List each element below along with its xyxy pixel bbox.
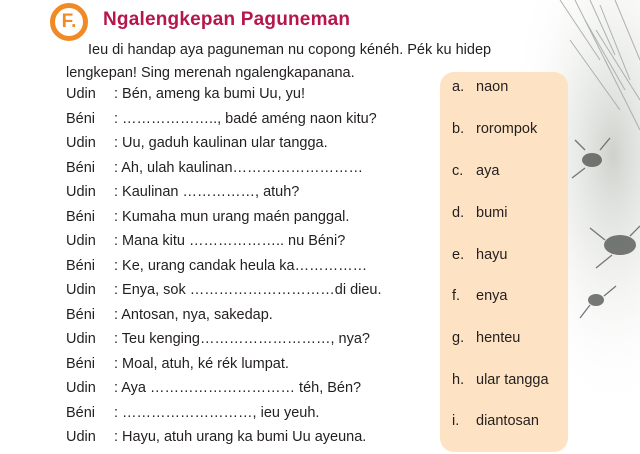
- option-e: [452, 247, 507, 263]
- dialog-line: : Ah, ulah kaulinan………………………: [114, 159, 364, 176]
- dialog-line: : Antosan, nya, sakedap.: [114, 306, 273, 323]
- option-word: ular tangga: [476, 372, 549, 388]
- dialog-list: [66, 86, 446, 454]
- speaker-name: Udin: [66, 282, 96, 298]
- dialog-line: : Teu kenging………………………, nya?: [114, 331, 370, 347]
- option-letter: b.: [452, 121, 465, 137]
- speaker-name: Béni: [66, 404, 96, 421]
- speaker-name: Udin: [66, 86, 96, 102]
- dialog-line: : Bén, ameng ka bumi Uu, yu!: [114, 86, 306, 102]
- option-g: [452, 330, 520, 346]
- dialog-line: : Ke, urang candak heula ka……………: [114, 257, 368, 274]
- speaker-name: Udin: [66, 135, 96, 151]
- dialog-line: : Hayu, atuh urang ka bumi Uu ayeuna.: [114, 429, 367, 445]
- dialog-row: [66, 307, 446, 332]
- dialog-line: : ………………………, ieu yeuh.: [114, 404, 320, 421]
- dialog-row: [66, 380, 446, 405]
- option-letter: e.: [452, 247, 465, 263]
- option-i: [452, 413, 539, 429]
- option-h: [452, 372, 549, 388]
- section-letter-badge: [50, 3, 88, 41]
- dialog-row: [66, 184, 446, 209]
- speaker-name: Udin: [66, 233, 96, 249]
- option-letter: i.: [452, 413, 460, 429]
- option-word: aya: [476, 163, 500, 179]
- dialog-row: [66, 429, 446, 454]
- speaker-name: Udin: [66, 380, 96, 396]
- speaker-name: Béni: [66, 355, 96, 372]
- option-word: enya: [476, 288, 508, 304]
- option-word: henteu: [476, 330, 521, 346]
- dialog-line: : Moal, atuh, ké rék lumpat.: [114, 355, 289, 372]
- dialog-row: [66, 356, 446, 381]
- option-a: [452, 79, 508, 95]
- dialog-row: [66, 209, 446, 234]
- speaker-name: Udin: [66, 429, 96, 445]
- option-c: [452, 163, 499, 179]
- instruction-line-1: Ieu di handap aya paguneman nu copong kénéh. Pék ku hidep: [88, 42, 492, 58]
- speaker-name: Béni: [66, 306, 96, 323]
- option-letter: d.: [452, 205, 465, 221]
- instruction-line-2: lengkepan! Sing merenah ngalengkapanana.: [66, 65, 355, 81]
- option-letter: h.: [452, 372, 465, 388]
- dialog-line: : Enya, sok …………………………di dieu.: [114, 282, 382, 298]
- dialog-row: [66, 86, 446, 111]
- option-word: bumi: [476, 205, 508, 221]
- option-f: [452, 288, 507, 304]
- dialog-line: : Mana kitu ……………….. nu Béni?: [114, 233, 346, 249]
- dialog-line: : Uu, gaduh kaulinan ular tangga.: [114, 135, 328, 151]
- dialog-row: [66, 331, 446, 356]
- speaker-name: Udin: [66, 331, 96, 347]
- speaker-name: Udin: [66, 184, 96, 200]
- dialog-row: [66, 111, 446, 136]
- speaker-name: Béni: [66, 159, 96, 176]
- dialog-line: : Kaulinan ……………, atuh?: [114, 184, 300, 200]
- option-d: [452, 205, 507, 221]
- speaker-name: Béni: [66, 208, 96, 225]
- option-letter: g.: [452, 330, 465, 346]
- dialog-row: [66, 135, 446, 160]
- dialog-row: [66, 258, 446, 283]
- option-letter: a.: [452, 79, 465, 95]
- speaker-name: Béni: [66, 110, 96, 127]
- dialog-row: [66, 233, 446, 258]
- dialog-row: [66, 160, 446, 185]
- option-letter: f.: [452, 288, 461, 304]
- dialog-row: [66, 405, 446, 430]
- dialog-row: [66, 282, 446, 307]
- dialog-line: : ……………….., badé améng naon kitu?: [114, 110, 377, 127]
- option-letter: c.: [452, 163, 464, 179]
- option-word: naon: [476, 79, 509, 95]
- speaker-name: Béni: [66, 257, 96, 274]
- dialog-line: : Aya ………………………… téh, Bén?: [114, 380, 362, 396]
- dialog-line: : Kumaha mun urang maén panggal.: [114, 208, 350, 225]
- option-b: [452, 121, 537, 137]
- section-letter: F.: [61, 11, 77, 32]
- section-title: Ngalengkepan Paguneman: [103, 9, 351, 30]
- option-word: diantosan: [476, 413, 539, 429]
- option-word: hayu: [476, 247, 508, 263]
- option-word: rorompok: [476, 121, 538, 137]
